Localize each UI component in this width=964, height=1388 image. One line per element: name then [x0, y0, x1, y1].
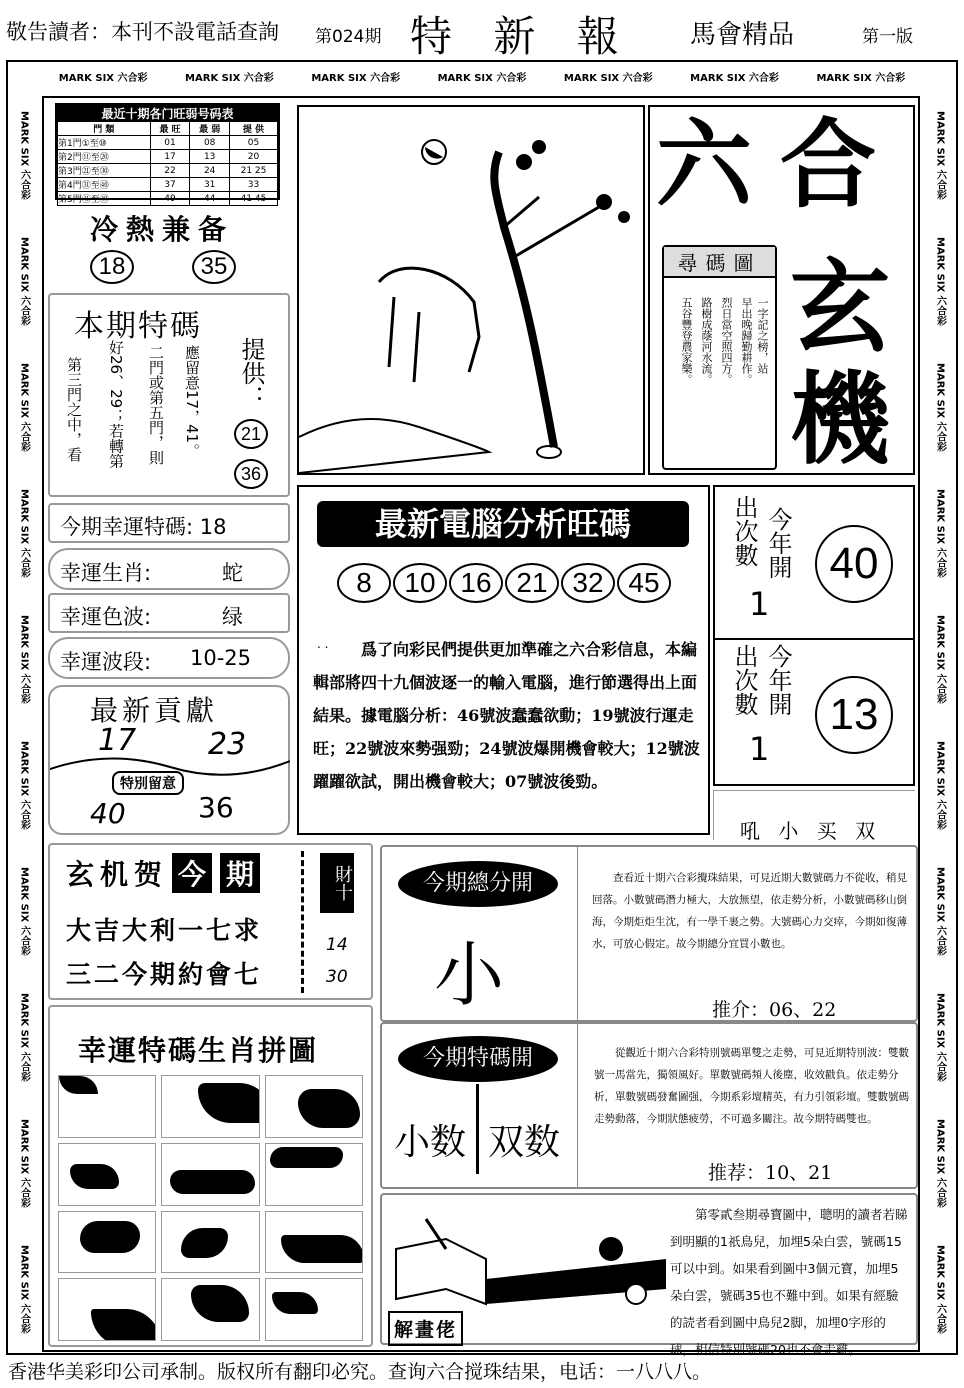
column-header: 提 供 — [230, 122, 278, 136]
even-number: 双数 — [488, 1122, 561, 1163]
right-strip: MARK SIX 六合彩 MARK SIX 六合彩 MARK SIX 六合彩 MARK SIX 六合彩 MARK SIX 六合彩 MARK SIX 六合彩 MARK SIX 六合彩 MARK SIX 六合彩 MARK SIX 六合彩 MARK SIX 六合彩 — [934, 110, 946, 1334]
newspaper-title: 特 新 報 — [410, 12, 633, 61]
brand-panel — [648, 105, 915, 478]
total-recommend: 推介：06、22 — [712, 999, 837, 1021]
number-ball: 21 — [505, 563, 559, 603]
subtitle: 馬會精品 — [690, 20, 795, 50]
table-cell: 第3門㉑至㉚ — [58, 164, 151, 178]
contribution-number: 17 — [98, 723, 137, 758]
small-number: 小数 — [394, 1122, 467, 1163]
puzzle-piece — [161, 1075, 259, 1138]
poem-title: 一字記之榜，站 — [756, 297, 769, 374]
table-cell: 第4門㉛至㊵ — [58, 178, 151, 192]
side-number: 30 — [326, 967, 348, 987]
contribution-box — [48, 685, 290, 835]
top-strip: MARK SIX 六合彩 MARK SIX 六合彩 MARK SIX 六合彩 MARK SIX 六合彩 MARK SIX 六合彩 MARK SIX 六合彩 MARK SIX 六合彩 — [58, 72, 906, 84]
number-ball: 18 — [90, 250, 134, 284]
table-title: 最近十期各门旺弱号码表 — [57, 105, 278, 121]
table-cell: 37 — [150, 178, 190, 192]
poem-line: 早出晚歸勤耕作。 — [740, 297, 753, 385]
number-ball: 21 — [234, 419, 268, 449]
contribution-number: 23 — [208, 727, 247, 762]
column-header: 最 弱 — [190, 122, 230, 136]
number-ball: 32 — [561, 563, 615, 603]
table-cell: 21 25 — [230, 164, 278, 178]
puzzle-piece — [161, 1278, 259, 1341]
table-cell: 41 45 — [230, 192, 278, 206]
puzzle-piece — [265, 1075, 363, 1138]
column-header: 門 類 — [58, 122, 151, 136]
table-cell: 22 — [150, 164, 190, 178]
lucky-row: 幸運生肖: 蛇 — [48, 548, 290, 590]
computer-analysis-box — [297, 485, 710, 835]
scroll-title: 尋碼圖 — [664, 247, 775, 278]
table-cell: 17 — [150, 150, 190, 164]
ox-tree-illustration — [299, 107, 643, 473]
puzzle-piece — [161, 1211, 259, 1274]
year-open-box: 今年開 出次數 1 40 — [713, 485, 915, 640]
special-text-col: 第三門之中，看 — [65, 357, 83, 462]
ox-tree-picture — [297, 105, 645, 475]
special-open-paragraph: 從觀近十期六合彩特別號碼單雙之走勢，可見近期特別波：雙數號一馬當先，獨領風好。單數號碼頻人後塵，收效戳負。依走勢分析，單數號碼發奮圖强，今期系彩壇精英，有力引領彩壇。雙數號碼走勢動落，今期狀態疲勞，不可過多關注。故今期特碼雙也。 — [594, 1047, 909, 1125]
table-cell: 01 — [150, 136, 190, 150]
puzzle-piece — [58, 1075, 156, 1138]
contribution-title: 最新貢獻 — [90, 694, 219, 727]
special-open-box — [380, 1022, 918, 1189]
total-box — [380, 845, 918, 1022]
table-cell: 49 — [150, 192, 190, 206]
table-cell: 第1門①至⑩ — [58, 136, 151, 150]
cold-hot-title: 冷熱兼备 — [90, 213, 235, 246]
total-result: 小 — [434, 934, 504, 1016]
table-row — [58, 150, 278, 164]
table-cell: 33 — [230, 178, 278, 192]
special-note: 特別留意 — [112, 771, 184, 795]
table-cell: 第2門⑪至⑳ — [58, 150, 151, 164]
poem-line: 路樹成蔭河水流。 — [700, 297, 713, 385]
riddle-paragraph: 第零貳叁期尋寶圖中，聰明的讀者若睇到明顯的1祇鳥兒，加埋5朵白雲，號碼15可以中到。如果看到圖中3個元寶，加埋5朵白雲，號碼35也不難中到。如果有經驗的読者看到圖中鳥兒2脚，加埋0字形的球，相信特別號碼20也不會走雞。 — [670, 1207, 908, 1357]
table-row — [58, 178, 278, 192]
special-number-box — [48, 293, 290, 497]
xuanji-box — [48, 843, 373, 1000]
table-cell: 24 — [190, 164, 230, 178]
side-number: 14 — [326, 935, 348, 955]
brand-title: 六 合 玄 機 — [656, 108, 890, 478]
table-cell: 第5門㊶至㊾ — [58, 192, 151, 206]
special-open-recommend: 推荐：10、21 — [708, 1162, 833, 1184]
puzzle-piece — [265, 1143, 363, 1206]
total-paragraph: 查看近十期六合彩攪珠結果，可見近期大數號碼力不從收，稍見回落。小數號碼潛力極大，大放無望，依走勢分析，小數號碼移山倒海，今期炬炬生沈，有一學千裹之勢。大號碼心力交瘁，今期如復薄水，可放心假定。故今期總分宜買小數也。 — [592, 872, 907, 950]
xuanji-line: 大吉大利一七求 — [66, 916, 263, 945]
left-strip: MARK SIX 六合彩 MARK SIX 六合彩 MARK SIX 六合彩 MARK SIX 六合彩 MARK SIX 六合彩 MARK SIX 六合彩 MARK SIX 六合彩 MARK SIX 六合彩 MARK SIX 六合彩 MARK SIX 六合彩 — [18, 110, 30, 1334]
table-cell: 13 — [190, 150, 230, 164]
riddle-box — [380, 1193, 918, 1357]
hot-cold-table — [55, 103, 280, 205]
puzzle-title: 幸運特碼生肖拼圖 — [78, 1034, 319, 1067]
number-ball: 16 — [449, 563, 503, 603]
number-ball: 35 — [192, 250, 236, 284]
issue-number: 第024期 — [315, 27, 382, 47]
side-label: 財十 — [320, 853, 354, 913]
puzzle-piece — [58, 1211, 156, 1274]
special-open-badge: 今期特碼開 — [398, 1036, 558, 1082]
number-ball: 8 — [337, 563, 391, 603]
puzzle-piece — [58, 1278, 156, 1341]
puzzle-grid — [58, 1075, 363, 1341]
number-ball: 36 — [234, 459, 268, 489]
computer-numbers — [337, 563, 671, 603]
poem-line: 五谷豐登農家樂。 — [680, 297, 693, 385]
table-cell: 08 — [190, 136, 230, 150]
computer-paragraph: 爲了向彩民們提供更加準確之六合彩信息，本編輯部將四十九個波逐一的輸入電腦，進行節選得出上面結果。據電腦分析：46號波蠢蠢欲動；19號波行運走旺；22號波來勢强勁；24號波爆開機會較大；12號波躍躍欲試，開出機會較大；07號波後勁。 — [313, 640, 700, 791]
xuanji-line: 三二今期約會七 — [66, 960, 263, 989]
special-title: 本期特碼 — [74, 309, 202, 344]
table-cell: 31 — [190, 178, 230, 192]
lucky-row: 幸運波段: 10-25 — [48, 637, 290, 679]
lucky-row: 今期幸運特碼: 18 — [48, 503, 290, 543]
scroll — [662, 245, 777, 470]
dots: . . — [317, 637, 329, 651]
poem-line: 烈日當空照四方。 — [720, 297, 733, 385]
number-ball: 10 — [393, 563, 447, 603]
xuanji-title: 玄机贺 今 期 — [66, 853, 260, 893]
table-row — [58, 136, 278, 150]
special-text-col: 應留意17，41。 — [183, 345, 201, 459]
provide-label: 提供： — [237, 337, 265, 409]
puzzle-piece — [58, 1143, 156, 1206]
table-row — [58, 192, 278, 206]
lucky-row: 幸運色波: 绿 — [48, 593, 290, 633]
special-text-col: 好26、29；若轉第 — [107, 340, 125, 469]
contribution-number: 40 — [90, 797, 126, 830]
puzzle-piece — [265, 1211, 363, 1274]
computer-title: 最新電腦分析旺碼 — [317, 501, 689, 547]
number-ball: 45 — [617, 563, 671, 603]
puzzle-piece — [161, 1143, 259, 1206]
scroll-poem — [678, 297, 770, 467]
dashed-divider — [301, 851, 304, 993]
notice: 敬告讀者：本刊不設電話查詢 — [6, 20, 279, 44]
column-header: 最 旺 — [150, 122, 190, 136]
special-text-col: 二門或第五門，則 — [147, 345, 165, 465]
puzzle-piece — [265, 1278, 363, 1341]
footer: 香港华美彩印公司承制。版权所有翻印必究。查询六合搅珠结果，电话：一八八八。 — [8, 1361, 712, 1383]
contribution-number: 36 — [198, 791, 234, 824]
riddle-illustration — [386, 1199, 666, 1309]
table-row — [58, 164, 278, 178]
edition: 第一版 — [862, 27, 913, 47]
total-badge: 今期總分開 — [398, 861, 558, 907]
puzzle-box — [48, 1005, 373, 1347]
table-cell: 44 — [190, 192, 230, 206]
year-open-box: 今年開 出次數 1 13 — [713, 638, 915, 786]
riddle-label: 解畫佬 — [388, 1311, 463, 1346]
table-cell: 05 — [230, 136, 278, 150]
table-cell: 20 — [230, 150, 278, 164]
slogan: 吼 小 买 双 — [740, 819, 882, 843]
